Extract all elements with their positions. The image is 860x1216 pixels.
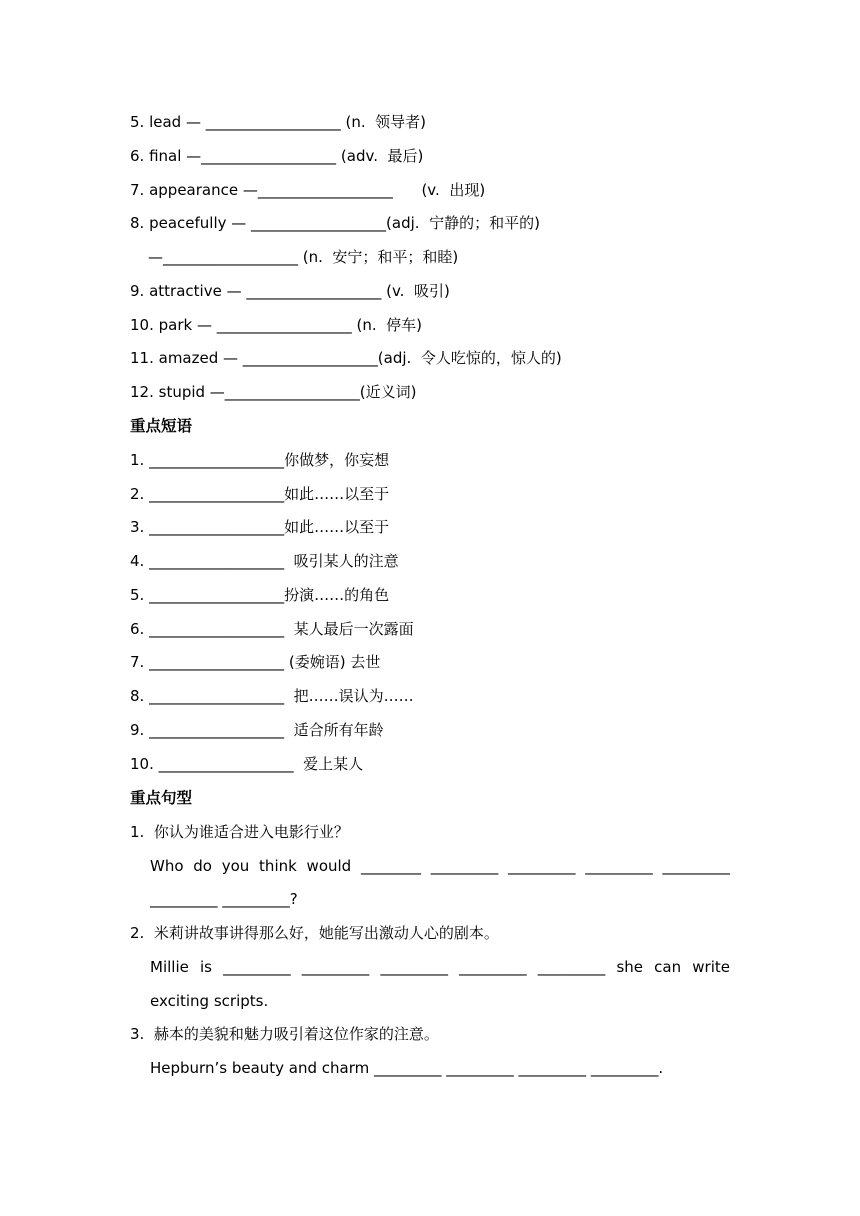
sentence-prompt: 2. 米莉讲故事讲得那么好，她能写出激动人心的剧本。 bbox=[130, 924, 499, 942]
phrase-item: 10. __________________ 爱上某人 bbox=[130, 755, 364, 773]
sentence-answer-line: exciting scripts. bbox=[150, 992, 269, 1010]
phrase-item: 7. __________________ (委婉语) 去世 bbox=[130, 653, 381, 671]
phrase-item: 6. __________________ 某人最后一次露面 bbox=[130, 620, 414, 638]
vocab-item: 10. park — __________________ (n. 停车) bbox=[130, 316, 423, 334]
sentence-answer-line: Millie is _________ _________ _________ _________ _________ she can write bbox=[150, 958, 730, 976]
section-heading-phrases: 重点短语 bbox=[130, 417, 193, 435]
phrase-item: 5. __________________扮演……的角色 bbox=[130, 586, 390, 604]
phrase-item: 9. __________________ 适合所有年龄 bbox=[130, 721, 384, 739]
phrase-item: 4. __________________ 吸引某人的注意 bbox=[130, 552, 399, 570]
phrase-item: 1. __________________你做梦，你妄想 bbox=[130, 451, 390, 469]
vocab-item: 9. attractive — __________________ (v. 吸引) bbox=[130, 282, 450, 300]
phrase-item: 3. __________________如此……以至于 bbox=[130, 518, 390, 536]
sentence-answer-line: _________ _________? bbox=[150, 890, 298, 908]
sentence-answer-line: Hepburn’s beauty and charm _________ _________ _________ _________. bbox=[150, 1059, 664, 1077]
phrase-item: 2. __________________如此……以至于 bbox=[130, 485, 390, 503]
vocab-item: 12. stupid —__________________(近义词) bbox=[130, 383, 417, 401]
sentence-answer-line: Who do you think would ________ _________ _________ _________ _________ bbox=[150, 857, 730, 875]
section-heading-sentences: 重点句型 bbox=[130, 789, 193, 807]
vocab-item: 11. amazed — __________________(adj. 令人吃惊的，惊人的) bbox=[130, 349, 562, 367]
sentence-prompt: 3. 赫本的美貌和魅力吸引着这位作家的注意。 bbox=[130, 1025, 439, 1043]
vocab-item: 5. lead — __________________ (n. 领导者) bbox=[130, 113, 427, 131]
vocab-item: 7. appearance —__________________ (v. 出现) bbox=[130, 181, 486, 199]
vocab-item: 6. final —__________________ (adv. 最后) bbox=[130, 147, 424, 165]
vocab-item-continuation: —__________________ (n. 安宁；和平；和睦) bbox=[148, 248, 459, 266]
vocab-item: 8. peacefully — __________________(adj. 宁静的；和平的) bbox=[130, 214, 540, 232]
sentence-prompt: 1. 你认为谁适合进入电影行业？ bbox=[130, 823, 349, 841]
phrase-item: 8. __________________ 把……误认为…… bbox=[130, 687, 414, 705]
